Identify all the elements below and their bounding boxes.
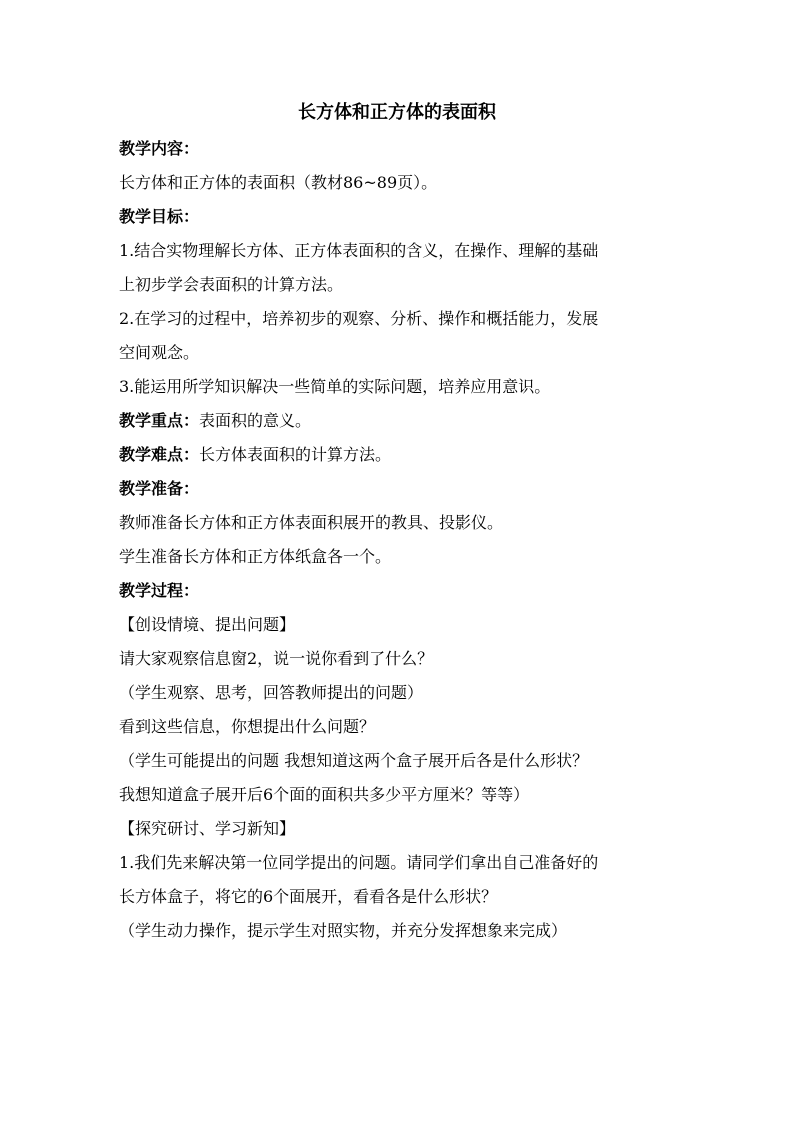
preparation-line: 学生准备长方体和正方体纸盒各一个。 xyxy=(119,547,392,566)
teaching-goal-line: 1.结合实物理解长方体、正方体表面积的含义，在操作、理解的基础 xyxy=(119,241,599,260)
document-body xyxy=(119,100,679,948)
process-line: 看到这些信息，你想提出什么问题？ xyxy=(119,717,376,736)
difficulty-label: 教学难点： xyxy=(119,445,200,464)
key-point-label: 教学重点： xyxy=(119,411,200,430)
key-point-text: 表面积的意义。 xyxy=(199,411,312,430)
section-heading-explore: 【探究研讨、学习新知】 xyxy=(119,819,296,838)
process-line: 请大家观察信息窗2，说一说你看到了什么？ xyxy=(119,649,434,668)
process-line: 1.我们先来解决第一位同学提出的问题。请同学们拿出自己准备好的 xyxy=(119,853,599,872)
teaching-goal-line: 上初步学会表面积的计算方法。 xyxy=(119,275,344,294)
document-title: 长方体和正方体的表面积 xyxy=(298,102,496,123)
teaching-goal-line: 3.能运用所学知识解决一些简单的实际问题，培养应用意识。 xyxy=(119,377,551,396)
process-line: 我想知道盒子展开后6个面的面积共多少平方厘米？等等） xyxy=(119,785,530,804)
teaching-content-heading: 教学内容： xyxy=(119,139,200,158)
process-line: 长方体盒子，将它的6个面展开，看看各是什么形状？ xyxy=(119,887,498,906)
process-line: （学生观察、思考，回答教师提出的问题） xyxy=(119,683,424,702)
difficulty-text: 长方体表面积的计算方法。 xyxy=(199,445,392,464)
process-line: （学生动力操作，提示学生对照实物，并充分发挥想象来完成） xyxy=(119,921,568,940)
process-heading: 教学过程： xyxy=(119,581,200,600)
difficulty-line xyxy=(119,438,679,472)
teaching-content-text: 长方体和正方体的表面积（教材86~89页）。 xyxy=(119,173,438,192)
section-heading-scenario: 【创设情境、提出问题】 xyxy=(119,615,296,634)
teaching-goals-heading: 教学目标： xyxy=(119,207,200,226)
process-line: （学生可能提出的问题 我想知道这两个盒子展开后各是什么形状？ xyxy=(119,751,589,770)
teaching-goal-line: 2.在学习的过程中，培养初步的观察、分析、操作和概括能力，发展 xyxy=(119,309,599,328)
key-point-line xyxy=(119,404,679,438)
preparation-heading: 教学准备： xyxy=(119,479,200,498)
preparation-line: 教师准备长方体和正方体表面积展开的教具、投影仪。 xyxy=(119,513,504,532)
teaching-goal-line: 空间观念。 xyxy=(119,343,200,362)
